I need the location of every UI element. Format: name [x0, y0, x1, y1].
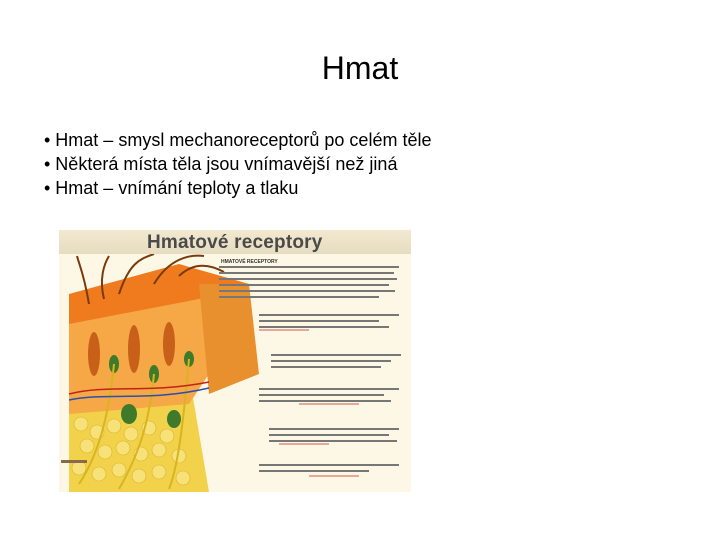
- skin-side-face: [199, 284, 259, 394]
- slide-title-text: Hmat: [321, 50, 399, 86]
- skin-cross-section-illustration: [59, 254, 411, 492]
- slide-title: [0, 50, 720, 87]
- bullet-item: • Některá místa těla jsou vnímavější než jiná: [44, 154, 398, 174]
- bullet-list: [44, 128, 431, 200]
- figure-heading: Hmatové receptory: [147, 232, 323, 253]
- skin-receptors-figure: [59, 230, 411, 492]
- label-line: [61, 460, 87, 463]
- bullet-item: • Hmat – vnímání teploty a tlaku: [44, 178, 299, 198]
- bullet-item: • Hmat – smysl mechanoreceptorů po celém těle: [44, 130, 432, 150]
- red-underlines: [259, 330, 359, 476]
- figure-subheading: HMATOVÉ RECEPTORY: [221, 259, 278, 265]
